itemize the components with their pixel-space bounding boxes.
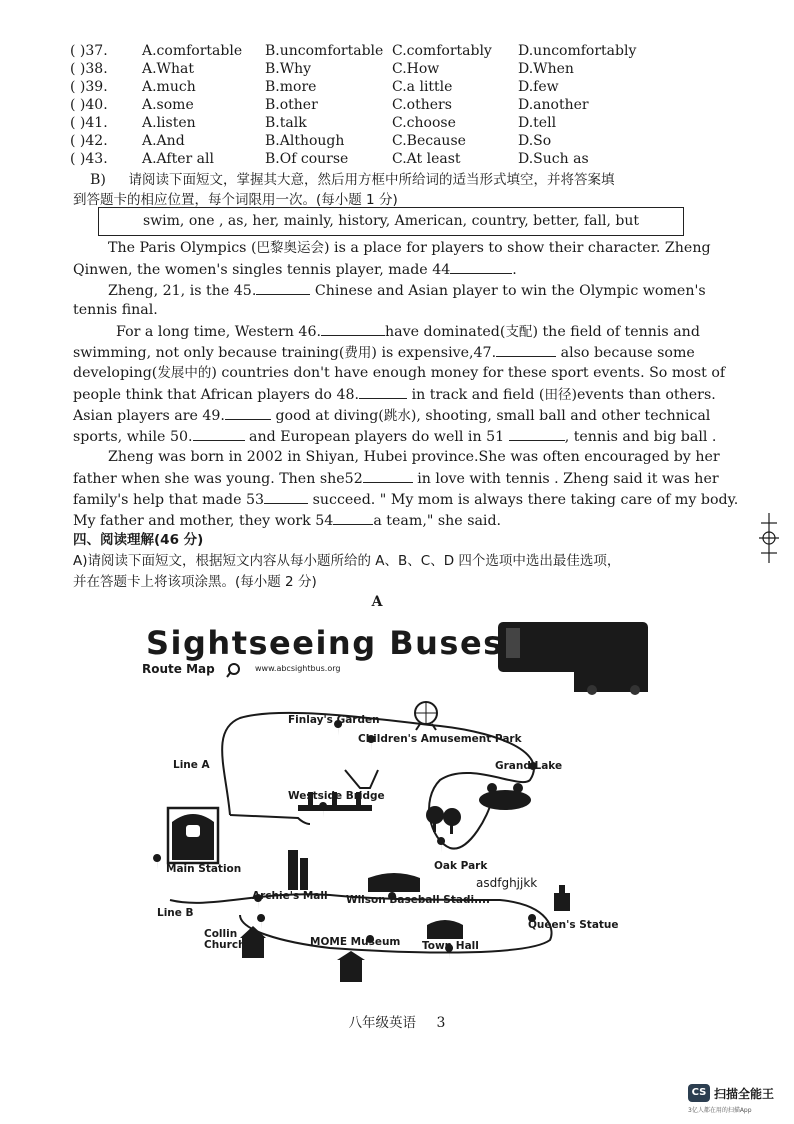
- option-a: A.And: [142, 133, 185, 149]
- question-number: ( )43.: [70, 151, 108, 167]
- text: ) the field of tennis and: [532, 324, 700, 340]
- stadium-icon: [368, 873, 420, 892]
- option-b: B.uncomfortable: [265, 43, 384, 59]
- passage-line: [116, 321, 756, 342]
- text: father when she was young. Then she52: [73, 471, 363, 487]
- option-b: B.Of course: [265, 151, 349, 167]
- passage-line: [73, 259, 713, 280]
- section-4-instruction-line1: A)请阅读下面短文，根据短文内容从每小题所给的 A、B、C、D 四个选项中选出最佳选项，: [73, 553, 621, 569]
- handwritten-note: asdfghjjkk: [476, 876, 538, 890]
- passage-line: [73, 510, 713, 531]
- option-b: B.Although: [265, 133, 345, 149]
- main-station-icon: [168, 808, 218, 863]
- map-url: www.abcsightbus.org: [255, 664, 341, 673]
- text: succeed. " My mom is always there taking care of my body.: [308, 492, 739, 508]
- section-4-instruction-line2: 并在答题卡上将该项涂黑。(每小题 2 分): [73, 574, 317, 590]
- stop-westside-bridge: Westside Bridge: [288, 790, 385, 802]
- section-b-instruction-line1: 请阅读下面短文，掌握其大意，然后用方框中所给词的适当形式填空，并将答案填: [128, 172, 615, 188]
- line-b-label: Line B: [157, 907, 194, 919]
- section-b-label: B): [90, 172, 106, 188]
- text: and European players do well in 51: [244, 429, 509, 445]
- registration-mark-icon: [758, 513, 780, 563]
- scanner-logo-icon: CS: [688, 1084, 710, 1102]
- option-b: B.other: [265, 97, 318, 113]
- scanner-tagline: 3亿人都在用的扫描App: [688, 1107, 752, 1114]
- text: Chinese and Asian player to win the Olympic women's: [310, 283, 706, 299]
- text: 费用: [344, 345, 372, 361]
- option-c: C.Because: [392, 133, 466, 149]
- passage-line: [108, 238, 748, 258]
- blank-45[interactable]: [256, 280, 310, 295]
- passage-line: [73, 426, 717, 447]
- text: ), shooting, small ball and other technical: [410, 408, 711, 424]
- text: My father and mother, they work 54: [73, 513, 334, 529]
- blank-53[interactable]: [264, 489, 308, 504]
- stop-wilson-baseball-stadium: Wilson Baseball Stadi....: [346, 894, 491, 906]
- section-b-instruction-line2: 到答题卡的相应位置，每个词限用一次。(每小题 1 分): [73, 192, 398, 208]
- text: , tennis and big ball .: [564, 429, 717, 445]
- stop-archies-mall: Archie's Mall: [252, 890, 328, 902]
- text: good at diving(: [270, 408, 384, 424]
- option-d: D.When: [518, 61, 574, 77]
- line-a-label: Line A: [173, 759, 210, 771]
- footer-subject: 八年级英语: [348, 1015, 417, 1031]
- text: Qinwen, the women's singles tennis player, made 44: [73, 262, 451, 278]
- map-subtitle: Route Map: [142, 662, 215, 676]
- mall-icon: [288, 850, 308, 890]
- section-4-heading: 四、阅读理解(46 分): [73, 532, 204, 548]
- question-number: ( )38.: [70, 61, 108, 77]
- question-number: ( )40.: [70, 97, 108, 113]
- option-b: B.more: [265, 79, 317, 95]
- passage-line: Zheng was born in 2002 in Shiyan, Hubei province.She was often encouraged by her: [108, 449, 720, 465]
- passage-line: [73, 405, 713, 426]
- option-d: D.uncomfortably: [518, 43, 637, 59]
- text: sports, while 50.: [73, 429, 193, 445]
- museum-icon: [337, 951, 365, 982]
- stop-town-hall: Town Hall: [422, 940, 479, 952]
- stop-mome-museum: MOME Museum: [310, 936, 401, 948]
- text: people think that African players do 48.: [73, 387, 360, 403]
- passage-line: [108, 280, 748, 301]
- oak-park-icon: [426, 806, 461, 834]
- blank-50[interactable]: [193, 426, 245, 441]
- option-c: C.a little: [392, 79, 453, 95]
- blank-44[interactable]: [450, 259, 512, 274]
- passage-line: [73, 468, 719, 489]
- option-c: C.choose: [392, 115, 456, 131]
- text: ) countries don't have enough money for these sport events. So most of: [211, 365, 726, 381]
- text: in track and field (: [407, 387, 545, 403]
- text: The Paris Olympics (: [108, 240, 257, 256]
- option-c: C.others: [392, 97, 452, 113]
- question-number: ( )42.: [70, 133, 108, 149]
- stop-collin-church-line2: Church: [204, 939, 246, 951]
- stop-main-station: Main Station: [166, 863, 242, 875]
- option-a: A.What: [142, 61, 194, 77]
- text: Zheng, 21, is the 45.: [108, 283, 257, 299]
- text: 田径: [544, 387, 572, 403]
- passage-line: tennis final.: [73, 302, 158, 318]
- stop-finlays-garden: Finlay's Garden: [288, 714, 380, 726]
- stop-queens-statue: Queen's Statue: [528, 919, 619, 931]
- option-a: A.much: [142, 79, 196, 95]
- statue-icon: [554, 885, 570, 911]
- option-d: D.Such as: [518, 151, 589, 167]
- word-box: swim, one , as, her, mainly, history, American, country, better, fall, but: [98, 207, 684, 236]
- text: in love with tennis . Zheng said it was her: [412, 471, 719, 487]
- option-d: D.another: [518, 97, 589, 113]
- text: .: [512, 262, 517, 278]
- blank-48[interactable]: [359, 384, 407, 399]
- option-a: A.After all: [142, 151, 214, 167]
- passage-line: [73, 342, 713, 363]
- option-c: C.comfortably: [392, 43, 492, 59]
- option-c: C.At least: [392, 151, 461, 167]
- passage-line: [73, 384, 716, 405]
- text: 支配: [505, 324, 533, 340]
- stop-childrens-amusement-park: Children's Amusement Park: [358, 733, 522, 745]
- text: a team," she said.: [373, 513, 502, 529]
- grand-lake-icon: [479, 783, 531, 810]
- text: )events than others.: [571, 387, 716, 403]
- blank-52[interactable]: [363, 468, 413, 483]
- option-d: D.tell: [518, 115, 557, 131]
- scanner-watermark: [688, 1084, 788, 1116]
- text: family's help that made 53: [73, 492, 265, 508]
- text: Asian players are 49.: [73, 408, 225, 424]
- bus-icon: [498, 622, 648, 695]
- map-title: Sightseeing Buses: [146, 624, 504, 662]
- question-number: ( )39.: [70, 79, 108, 95]
- text: ) is a place for players to show their character. Zheng: [324, 240, 711, 256]
- option-d: D.So: [518, 133, 552, 149]
- question-number: ( )37.: [70, 43, 108, 59]
- option-b: B.talk: [265, 115, 307, 131]
- question-number: ( )41.: [70, 115, 108, 131]
- text: For a long time, Western 46.: [116, 324, 321, 340]
- stop-oak-park: Oak Park: [434, 860, 488, 872]
- option-b: B.Why: [265, 61, 312, 77]
- magnifier-icon: [227, 664, 239, 677]
- text: swimming, not only because training(: [73, 345, 345, 361]
- stop-collin-church-line1: Collin: [204, 928, 238, 940]
- text: also because some: [556, 345, 695, 361]
- blank-47[interactable]: [496, 342, 556, 357]
- blank-46[interactable]: [321, 321, 385, 336]
- option-a: A.comfortable: [142, 43, 243, 59]
- town-hall-icon: [427, 920, 463, 939]
- scanner-brand-name: 扫描全能王: [714, 1087, 775, 1101]
- blank-51[interactable]: [509, 426, 565, 441]
- ferris-wheel-icon: [415, 702, 437, 730]
- route-map: [130, 610, 665, 995]
- text: have dominated(: [384, 324, 506, 340]
- option-d: D.few: [518, 79, 559, 95]
- stop-grand-lake: Grand Lake: [495, 760, 563, 772]
- passage-label: A: [371, 594, 383, 610]
- page-footer: [0, 1011, 794, 1031]
- blank-54[interactable]: [333, 510, 373, 525]
- passage-line: [73, 363, 726, 383]
- passage-line: [73, 489, 739, 510]
- section-b-instruction: [90, 170, 730, 190]
- text: developing(: [73, 365, 158, 381]
- page-number: 3: [436, 1015, 446, 1031]
- text: 跳水: [383, 408, 411, 424]
- text: ) is expensive,47.: [371, 345, 497, 361]
- option-a: A.some: [142, 97, 194, 113]
- text: 巴黎奥运会: [256, 240, 325, 256]
- blank-49[interactable]: [225, 405, 271, 420]
- text: 发展中的: [157, 365, 212, 381]
- option-a: A.listen: [142, 115, 196, 131]
- option-c: C.How: [392, 61, 440, 77]
